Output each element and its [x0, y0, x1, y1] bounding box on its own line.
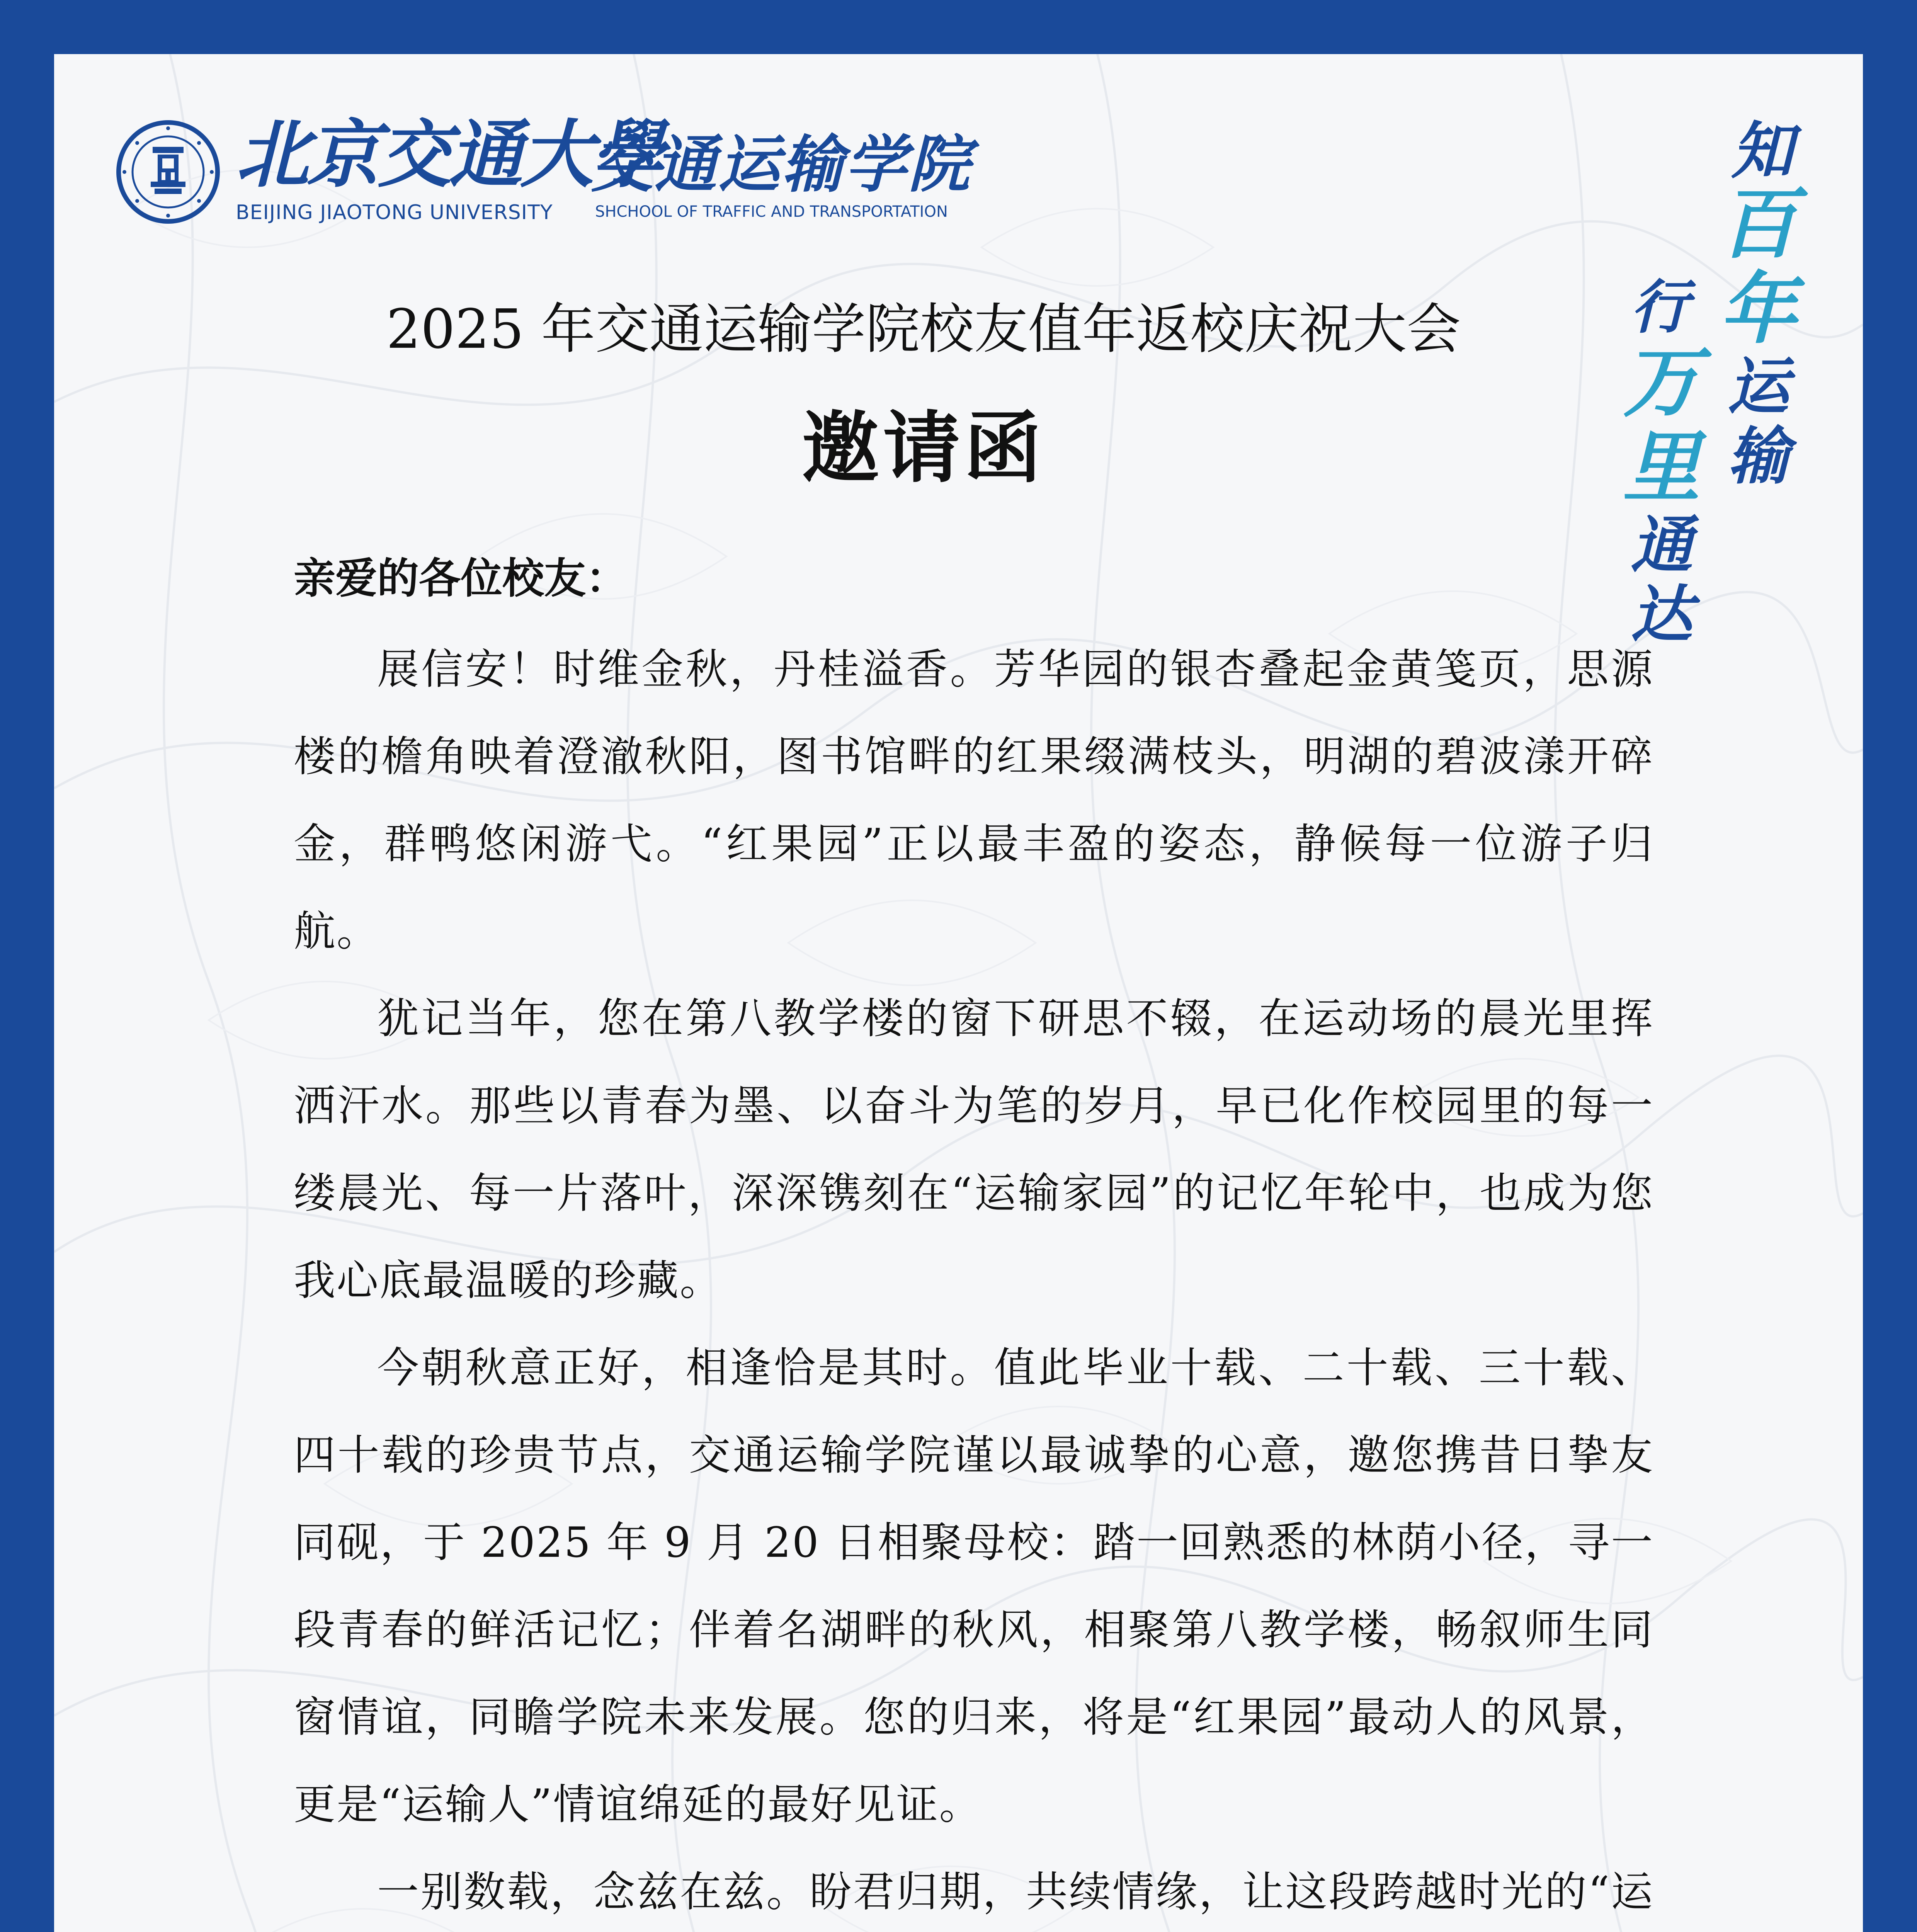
- school-name-en: SHCHOOL OF TRAFFIC AND TRANSPORTATION: [595, 203, 948, 221]
- invitation-heading: 邀请函: [801, 403, 1045, 493]
- university-name-cn: 北京交通大學: [236, 111, 663, 197]
- slogan-char: 年: [1720, 264, 1797, 354]
- invitation-page: [54, 54, 1863, 1932]
- letter-body: [294, 626, 1654, 1932]
- slogan-char: 通: [1631, 509, 1693, 581]
- university-seal-icon: [116, 120, 220, 224]
- university-name-en: BEIJING JIAOTONG UNIVERSITY: [236, 201, 553, 224]
- slogan-char: 百: [1720, 179, 1797, 269]
- slogan-char: 运: [1727, 350, 1789, 423]
- letter-paragraph: 一别数载，念兹在兹。盼君归期，共续情缘，让这段跨越时光的“运: [377, 1868, 1654, 1916]
- slogan-char: 行: [1631, 273, 1689, 341]
- slogan-char: 万: [1623, 337, 1701, 428]
- letter-paragraph: 展信安！时维金秋，丹桂溢香。芳华园的银杏叠起金黄笺页，思源楼的檐角映着澄澈秋阳，图书馆畔的红果缀满枝头，明湖的碧波漾开碎金，群鸭悠闲游弋。“红果园”正以最丰盈的姿态，静候每一位游子归航。: [294, 645, 1654, 956]
- salutation: 亲爱的各位校友：: [294, 554, 628, 603]
- letter-paragraph: 犹记当年，您在第八教学楼的窗下研思不辍，在运动场的晨光里挥洒汗水。那些以青春为墨、以奋斗为笔的岁月，早已化作校园里的每一缕晨光、每一片落叶，深深镌刻在“运输家园”的记忆年轮中，也成为您我心底最温暖的珍藏。: [294, 995, 1654, 1305]
- letter-paragraph: 今朝秋意正好，相逢恰是其时。值此毕业十载、二十载、三十载、四十载的珍贵节点，交通运输学院谨以最诚挚的心意，邀您携昔日挚友同砚，于 2025 年 9 月 20 日相聚母校：踏一回熟悉的林荫小径，寻一段青春的鲜活记忆；伴着名湖畔的秋风，相聚第八教学楼，畅叙师生同窗情谊，同瞻学院未来发展。您的归来，将是“红果园”最动人的风景，更是“运输人”情谊绵延的最好见证。: [294, 1344, 1654, 1829]
- school-name-cn: 交通运输学院: [591, 128, 972, 201]
- slogan-char: 知: [1731, 114, 1793, 187]
- slogan-char: 里: [1623, 422, 1701, 513]
- slogan-char: 达: [1631, 578, 1693, 651]
- event-title: 2025 年交通运输学院校友值年返校庆祝大会: [386, 298, 1461, 361]
- slogan-char: 输: [1727, 420, 1789, 492]
